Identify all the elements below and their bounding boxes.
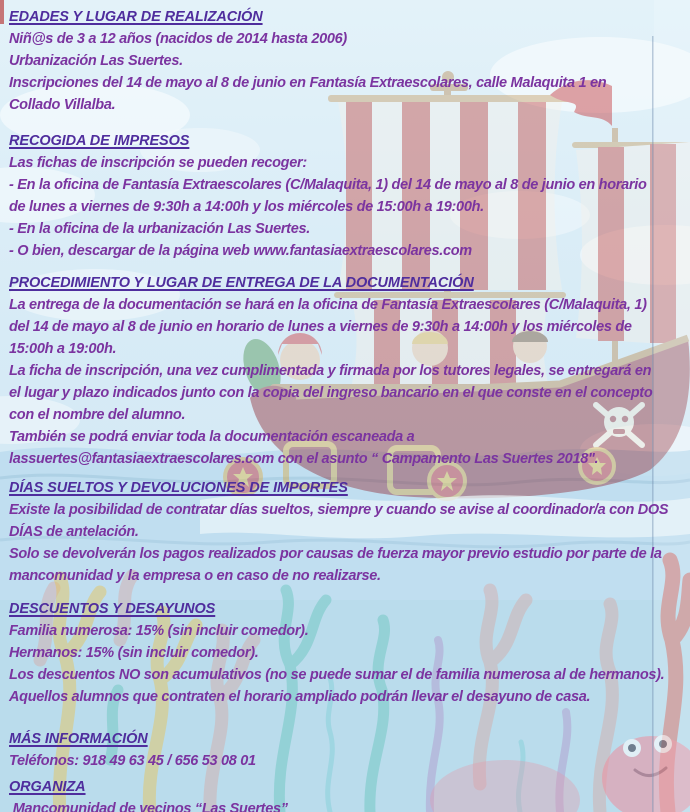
section-dias-sueltos-devoluciones (9, 477, 690, 587)
text-line: mancomunidad y la empresa o en caso de no realizarse. (9, 568, 381, 584)
text-line: La ficha de inscripción, una vez cumplimentada y firmada por los tutores legales, se entregará en (9, 363, 652, 379)
text-line: lassuertes@fantasiaextraescolares.com con el asunto “ Campamento Las Suertes 2018". (9, 451, 599, 467)
section-organiza (9, 776, 690, 812)
text-line: Inscripciones del 14 de mayo al 8 de junio en Fantasía Extraescolares, calle Malaquita 1 en (9, 75, 607, 91)
section-recogida-de-impresos (9, 130, 690, 262)
section-heading: DESCUENTOS Y DESAYUNOS (9, 601, 216, 617)
text-line: También se podrá enviar toda la documentación escaneada a (9, 429, 415, 445)
text-line: Aquellos alumnos que contraten el horario ampliado podrán llevar el desayuno de casa. (9, 689, 591, 705)
text-line: - En la oficina de Fantasía Extraescolares (C/Malaquita, 1) del 14 de mayo al 8 de junio en horario (9, 177, 647, 193)
text-line: Solo se devolverán los pagos realizados por causas de fuerza mayor previo estudio por parte de la (9, 546, 662, 562)
section-mas-informacion (9, 728, 690, 772)
text-line: el lugar y plazo indicados junto con la copia del ingreso bancario en el que conste en el concepto (9, 385, 653, 401)
text-line: del 14 de mayo al 8 de junio en horario de lunes a viernes de 9:30h a 14:00h y los miércoles de (9, 319, 632, 335)
section-edades-y-lugar (9, 6, 690, 116)
text-line: - En la oficina de la urbanización Las Suertes. (9, 221, 310, 237)
text-line: Los descuentos NO son acumulativos (no se puede sumar el de familia numerosa al de hermanos). (9, 667, 665, 683)
section-procedimiento-entrega (9, 272, 690, 470)
organizer-name: Mancomunidad de vecinos “Las Suertes” (9, 801, 288, 812)
text-line: Urbanización Las Suertes. (9, 53, 183, 69)
phone-numbers: Teléfonos: 918 49 63 45 / 656 53 08 01 (9, 753, 256, 769)
text-line: Collado Villalba. (9, 97, 116, 113)
text-line: Las fichas de inscripción se pueden recoger: (9, 155, 307, 171)
section-heading: EDADES Y LUGAR DE REALIZACIÓN (9, 9, 263, 25)
section-descuentos-desayunos (9, 598, 690, 708)
text-line: DÍAS de antelación. (9, 524, 139, 540)
text-line: La entrega de la documentación se hará en la oficina de Fantasía Extraescolares (C/Malaquita, 1) (9, 297, 647, 313)
text-line: Hermanos: 15% (sin incluir comedor). (9, 645, 259, 661)
text-line: de lunes a viernes de 9:30h a 14:00h y los miércoles de 15:00h a 19:00h. (9, 199, 484, 215)
section-heading: RECOGIDA DE IMPRESOS (9, 133, 190, 149)
text-line: Existe la posibilidad de contratar días sueltos, siempre y cuando se avise al coordinador/a con DOS (9, 502, 669, 518)
text-line: - O bien, descargar de la página web www.fantasiaextraescolares.com (9, 243, 472, 259)
section-heading: ORGANIZA (9, 779, 86, 795)
text-line: Familia numerosa: 15% (sin incluir comedor). (9, 623, 309, 639)
text-line: 15:00h a 19:00h. (9, 341, 117, 357)
section-heading: PROCEDIMIENTO Y LUGAR DE ENTREGA DE LA DOCUMENTACIÓN (9, 275, 474, 291)
text-line: con el nombre del alumno. (9, 407, 186, 423)
text-line: Niñ@s de 3 a 12 años (nacidos de 2014 hasta 2006) (9, 31, 347, 47)
section-heading: DÍAS SUELTOS Y DEVOLUCIONES DE IMPORTES (9, 480, 348, 496)
section-heading: MÁS INFORMACIÓN (9, 731, 148, 747)
